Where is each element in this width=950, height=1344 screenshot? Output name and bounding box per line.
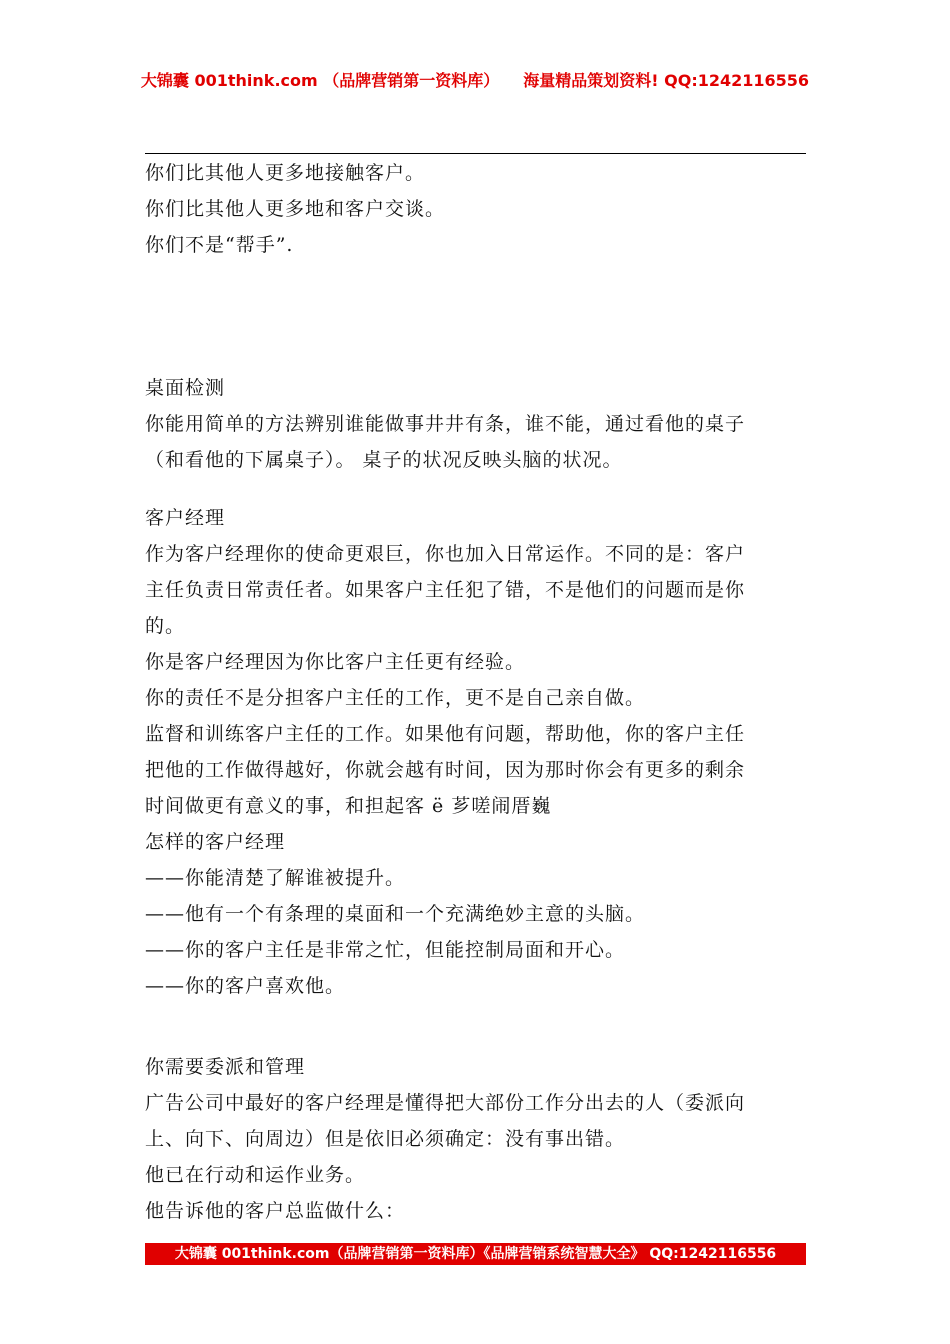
header-contact-label: 海量精品策划资料! QQ:1242116556 — [523, 71, 810, 90]
text-block-desk-check — [145, 370, 810, 478]
header-site-label: 大锦囊 001think.com （品牌营销第一资料库） — [140, 71, 500, 90]
section-heading: 你需要委派和管理 — [145, 1056, 306, 1078]
text-line: ——你能清楚了解谁被提升。 — [145, 867, 406, 889]
header-divider — [145, 153, 806, 154]
text-line: 你们比其他人更多地接触客户。 — [145, 162, 426, 184]
text-line: 广告公司中最好的客户经理是懂得把大部份工作分出去的人（委派向 — [145, 1092, 746, 1114]
text-line: 你们不是“帮手”. — [145, 234, 294, 256]
text-line: 把他的工作做得越好，你就会越有时间，因为那时你会有更多的剩余 — [145, 759, 746, 781]
text-line: 时间做更有意义的事，和担起客 ë 芗嗟闹厝巍 — [145, 795, 552, 817]
text-line: 怎样的客户经理 — [145, 831, 286, 853]
text-block-delegate — [145, 1049, 810, 1229]
footer-label: 大锦囊 001think.com（品牌营销第一资料库）《品牌营销系统智慧大全》 QQ:1242116556 — [174, 1246, 777, 1262]
text-line: （和看他的下属桌子）。 桌子的状况反映头脑的状况。 — [145, 449, 623, 471]
text-line: 他已在行动和运作业务。 — [145, 1164, 366, 1186]
text-line: 监督和训练客户主任的工作。如果他有问题，帮助他，你的客户主任 — [145, 723, 746, 745]
section-heading: 客户经理 — [145, 507, 226, 529]
text-line: ——你的客户主任是非常之忙，但能控制局面和开心。 — [145, 939, 626, 961]
page-header — [0, 68, 950, 91]
text-line: 作为客户经理你的使命更艰巨，你也加入日常运作。不同的是：客户 — [145, 543, 746, 565]
text-block-account-manager — [145, 500, 810, 1004]
page-footer-banner — [145, 1243, 806, 1265]
text-line: 主任负责日常责任者。如果客户主任犯了错，不是他们的问题而是你 — [145, 579, 746, 601]
section-heading: 桌面检测 — [145, 377, 226, 399]
text-block-intro — [145, 155, 810, 263]
text-line: 你是客户经理因为你比客户主任更有经验。 — [145, 651, 526, 673]
text-line: 你们比其他人更多地和客户交谈。 — [145, 198, 446, 220]
text-line: 的。 — [145, 615, 186, 637]
text-line: 他告诉他的客户总监做什么： — [145, 1200, 406, 1222]
text-line: ——你的客户喜欢他。 — [145, 975, 346, 997]
text-line: ——他有一个有条理的桌面和一个充满绝妙主意的头脑。 — [145, 903, 646, 925]
text-line: 你的责任不是分担客户主任的工作，更不是自己亲自做。 — [145, 687, 646, 709]
text-line: 上、向下、向周边）但是依旧必须确定：没有事出错。 — [145, 1128, 626, 1150]
text-line: 你能用简单的方法辨别谁能做事井井有条，谁不能，通过看他的桌子 — [145, 413, 746, 435]
